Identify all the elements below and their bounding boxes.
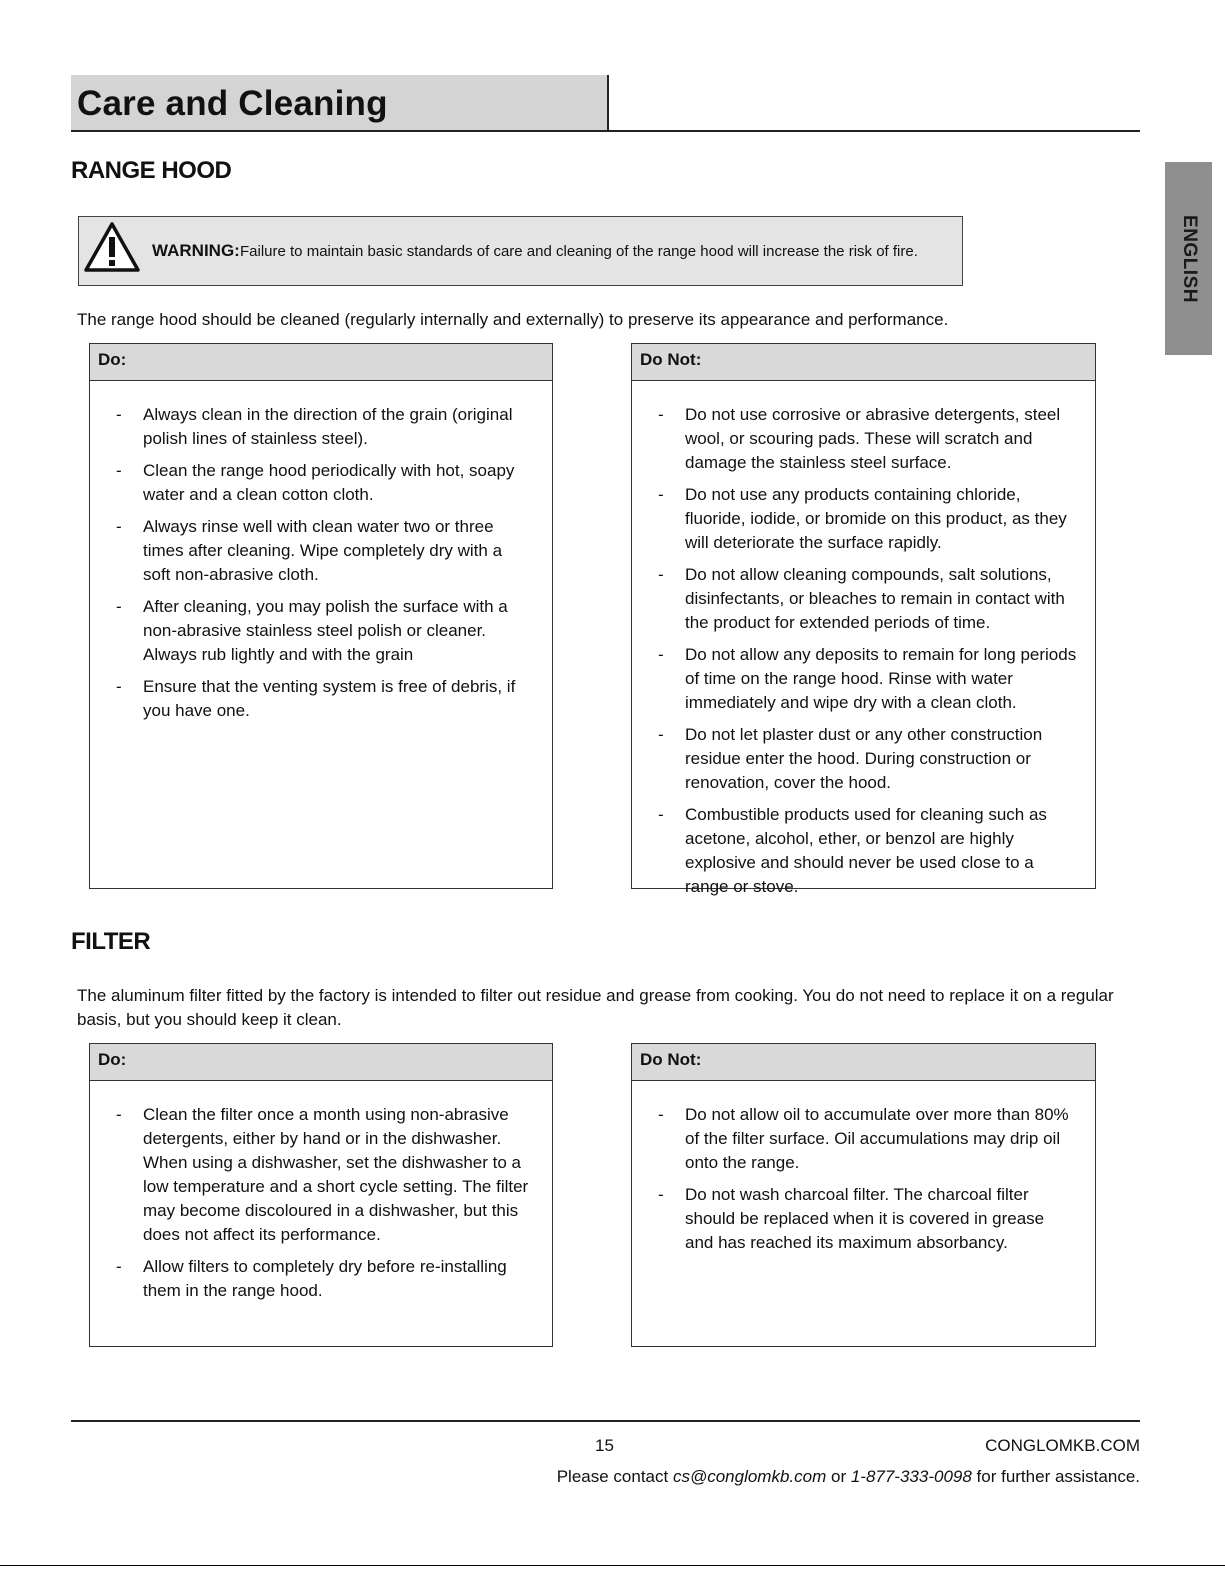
page-number: 15 bbox=[595, 1436, 614, 1455]
contact-line: Please contact cs@conglomkb.com or 1-877-333-0098 for further assistance. bbox=[556, 1467, 1140, 1486]
table-header: Do: bbox=[90, 1044, 552, 1081]
list-item: - Clean the filter once a month using non-abrasive detergents, either by hand or in the dishwasher. When using a dishwasher, set the dishwasher to a low temperature and a short cycle setting. The filter may become discoloured in a dishwasher, but this does not affect its performance. bbox=[116, 1105, 529, 1244]
filter-do-table bbox=[89, 1043, 553, 1347]
list-item: - Allow filters to completely dry before re-installing them in the range hood. bbox=[116, 1257, 507, 1300]
donot-list bbox=[632, 381, 1095, 899]
list-item: - Clean the range hood periodically with hot, soapy water and a clean cotton cloth. bbox=[116, 461, 515, 504]
footer-divider bbox=[71, 1420, 1140, 1422]
list-item: - Do not wash charcoal filter. The charcoal filter should be replaced when it is covered in grease and has reached its maximum absorbancy. bbox=[658, 1185, 1045, 1252]
phone-link[interactable]: 1-877-333-0098 bbox=[850, 1467, 972, 1486]
filter-heading: FILTER bbox=[71, 928, 151, 955]
list-item: - Ensure that the venting system is free of debris, if you have one. bbox=[116, 677, 516, 720]
filter-donot-table bbox=[631, 1043, 1096, 1347]
language-tab-label: ENGLISH bbox=[1178, 214, 1200, 303]
list-item: - Do not let plaster dust or any other construction residue enter the hood. During construction or renovation, cover the hood. bbox=[658, 725, 1043, 792]
range-hood-heading: RANGE HOOD bbox=[71, 157, 232, 184]
table-header: Do Not: bbox=[632, 1044, 1095, 1081]
page-edge-rule bbox=[0, 1565, 1225, 1566]
list-item: - After cleaning, you may polish the surface with a non-abrasive stainless steel polish or cleaner. Always rub lightly and with the grain bbox=[116, 597, 508, 664]
range-hood-donot-table bbox=[631, 343, 1096, 896]
list-item: - Do not allow cleaning compounds, salt solutions, disinfectants, or bleaches to remain in contact with the product for extended periods of time. bbox=[658, 565, 1065, 632]
warning-triangle-icon bbox=[83, 221, 141, 273]
list-item: - Always rinse well with clean water two or three times after cleaning. Wipe completely dry with a soft non-abrasive cloth. bbox=[116, 517, 503, 584]
table-header: Do Not: bbox=[632, 344, 1095, 381]
title-divider bbox=[71, 130, 1140, 132]
do-list bbox=[90, 381, 552, 723]
list-item: - Do not allow any deposits to remain for long periods of time on the range hood. Rinse with water immediately and wipe dry with a clean cloth. bbox=[658, 645, 1077, 712]
do-list bbox=[90, 1081, 552, 1303]
list-item: - Do not use any products containing chloride, fluoride, iodide, or bromide on this product, as they will deteriorate the surface rapidly. bbox=[658, 485, 1067, 552]
website-link[interactable]: CONGLOMKB.COM bbox=[985, 1436, 1140, 1455]
list-item: - Combustible products used for cleaning such as acetone, alcohol, ether, or benzol are highly explosive and should never be used close to a range or stove. bbox=[658, 805, 1047, 896]
filter-intro: The aluminum filter fitted by the factory is intended to filter out residue and grease from cooking. You do not need to replace it on a regular basis, but you should keep it clean. bbox=[77, 986, 1114, 1029]
warning-text: Failure to maintain basic standards of care and cleaning of the range hood will increase the risk of fire. bbox=[240, 243, 918, 260]
list-item: - Do not allow oil to accumulate over more than 80% of the filter surface. Oil accumulations may drip oil onto the range. bbox=[658, 1105, 1069, 1172]
warning-label: WARNING: bbox=[152, 241, 240, 260]
table-header: Do: bbox=[90, 344, 552, 381]
list-item: - Always clean in the direction of the grain (original polish lines of stainless steel). bbox=[116, 405, 513, 448]
range-hood-do-table bbox=[89, 343, 553, 889]
list-item: - Do not use corrosive or abrasive detergents, steel wool, or scouring pads. These will scratch and damage the stainless steel surface. bbox=[658, 405, 1061, 472]
donot-list bbox=[632, 1081, 1095, 1255]
range-hood-intro: The range hood should be cleaned (regularly internally and externally) to preserve its appearance and performance. bbox=[77, 310, 949, 329]
page-title: Care and Cleaning bbox=[77, 84, 388, 123]
email-link[interactable]: cs@conglomkb.com bbox=[672, 1467, 827, 1486]
